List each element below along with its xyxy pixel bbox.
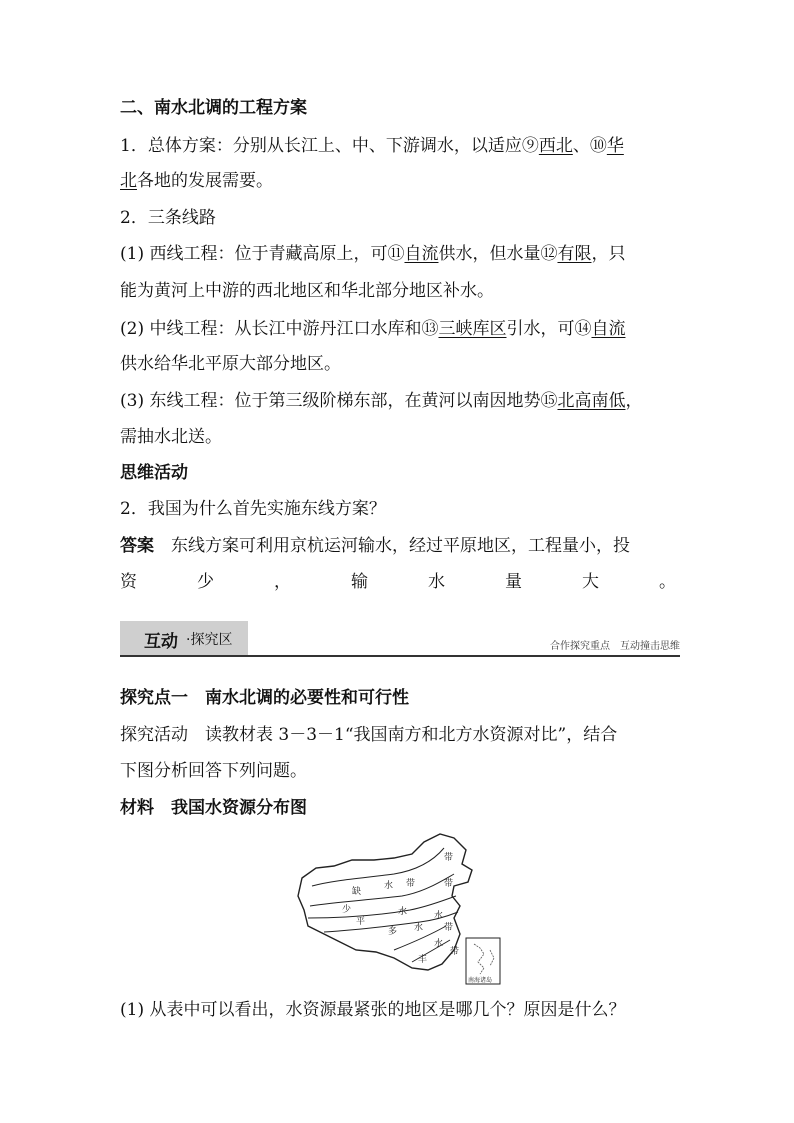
answer-10-part1: 华	[606, 136, 624, 156]
map-label-6: 平	[356, 917, 366, 927]
middle-route-line2: 供水给华北平原大部分地区。	[120, 354, 341, 374]
middle-route-line1: (2) 中线工程：从长江中游丹江口水库和⑬三峡库区引水，可⑭自流	[120, 319, 626, 339]
map-label-9: 带	[444, 879, 454, 889]
answer-13: 三峡库区	[438, 319, 507, 339]
answer-14: 自流	[591, 319, 626, 339]
thinking-question: 2．我国为什么首先实施东线方案？	[120, 499, 386, 519]
map-label-10: 水	[434, 911, 444, 921]
isoline-1	[312, 848, 444, 886]
thinking-title: 思维活动	[120, 463, 188, 483]
explore-question-1: (1) 从表中可以看出，水资源最紧张的地区是哪几个？原因是什么？	[120, 1000, 626, 1020]
map-label-3: 带	[444, 853, 454, 863]
explore-title: 探究点一 南水北调的必要性和可行性	[120, 688, 409, 708]
east-route-line2: 需抽水北送。	[120, 427, 222, 447]
banner-rule	[120, 655, 680, 657]
three-routes-heading: 2．三条线路	[120, 208, 216, 228]
map-label-12: 丰	[418, 955, 428, 965]
overall-plan-line2: 北各地的发展需要。	[120, 171, 273, 191]
map-label-4: 少	[342, 905, 352, 915]
material-title: 材料 我国水资源分布图	[120, 798, 307, 818]
section-banner	[120, 621, 680, 657]
section-heading: 二、南水北调的工程方案	[120, 98, 307, 118]
map-label-7: 多	[388, 927, 398, 937]
thinking-answer-line2: 资 少 ， 输 水 量 大 。	[120, 572, 676, 592]
china-water-map	[294, 830, 504, 988]
map-label-5: 水	[398, 907, 408, 917]
map-label-2: 带	[406, 879, 416, 889]
banner-right: 合作探究重点 互动撞击思维	[550, 641, 680, 652]
explore-activity-line1: 探究活动 读教材表 3－3－1“我国南方和北方水资源对比”，结合	[120, 725, 618, 745]
map-label-8: 水	[414, 923, 424, 933]
answer-label: 答案	[120, 536, 154, 556]
map-label-13: 水	[434, 939, 444, 949]
map-label-0: 缺	[352, 887, 362, 897]
map-label-1: 水	[384, 881, 394, 891]
isoline-2	[310, 874, 454, 906]
inset-caption: 南海诸岛	[468, 977, 493, 984]
west-route-line1: (1) 西线工程：位于青藏高原上，可⑪自流供水，但水量⑫有限，只	[120, 244, 626, 264]
map-label-11: 带	[444, 923, 454, 933]
map-label-14: 带	[450, 947, 460, 957]
west-route-line2: 能为黄河上中游的西北地区和华北部分地区补水。	[120, 281, 494, 301]
answer-15: 北高南低	[557, 391, 626, 411]
overall-plan-line1: 1．总体方案：分别从长江上、中、下游调水，以适应⑨西北、⑩华	[120, 136, 624, 156]
answer-12: 有限	[557, 244, 592, 264]
answer-10-part2: 北	[120, 171, 137, 191]
answer-11: 自流	[404, 244, 439, 264]
east-route-line1: (3) 东线工程：位于第三级阶梯东部，在黄河以南因地势⑮北高南低，	[120, 391, 643, 411]
banner-main: 互动	[144, 632, 178, 652]
banner-sub: ·探究区	[186, 632, 233, 648]
thinking-answer-line1: 答案 东线方案可利用京杭运河输水，经过平原地区，工程量小，投	[120, 536, 630, 556]
explore-activity-line2: 下图分析回答下列问题。	[120, 761, 307, 781]
answer-9: 西北	[538, 136, 573, 156]
